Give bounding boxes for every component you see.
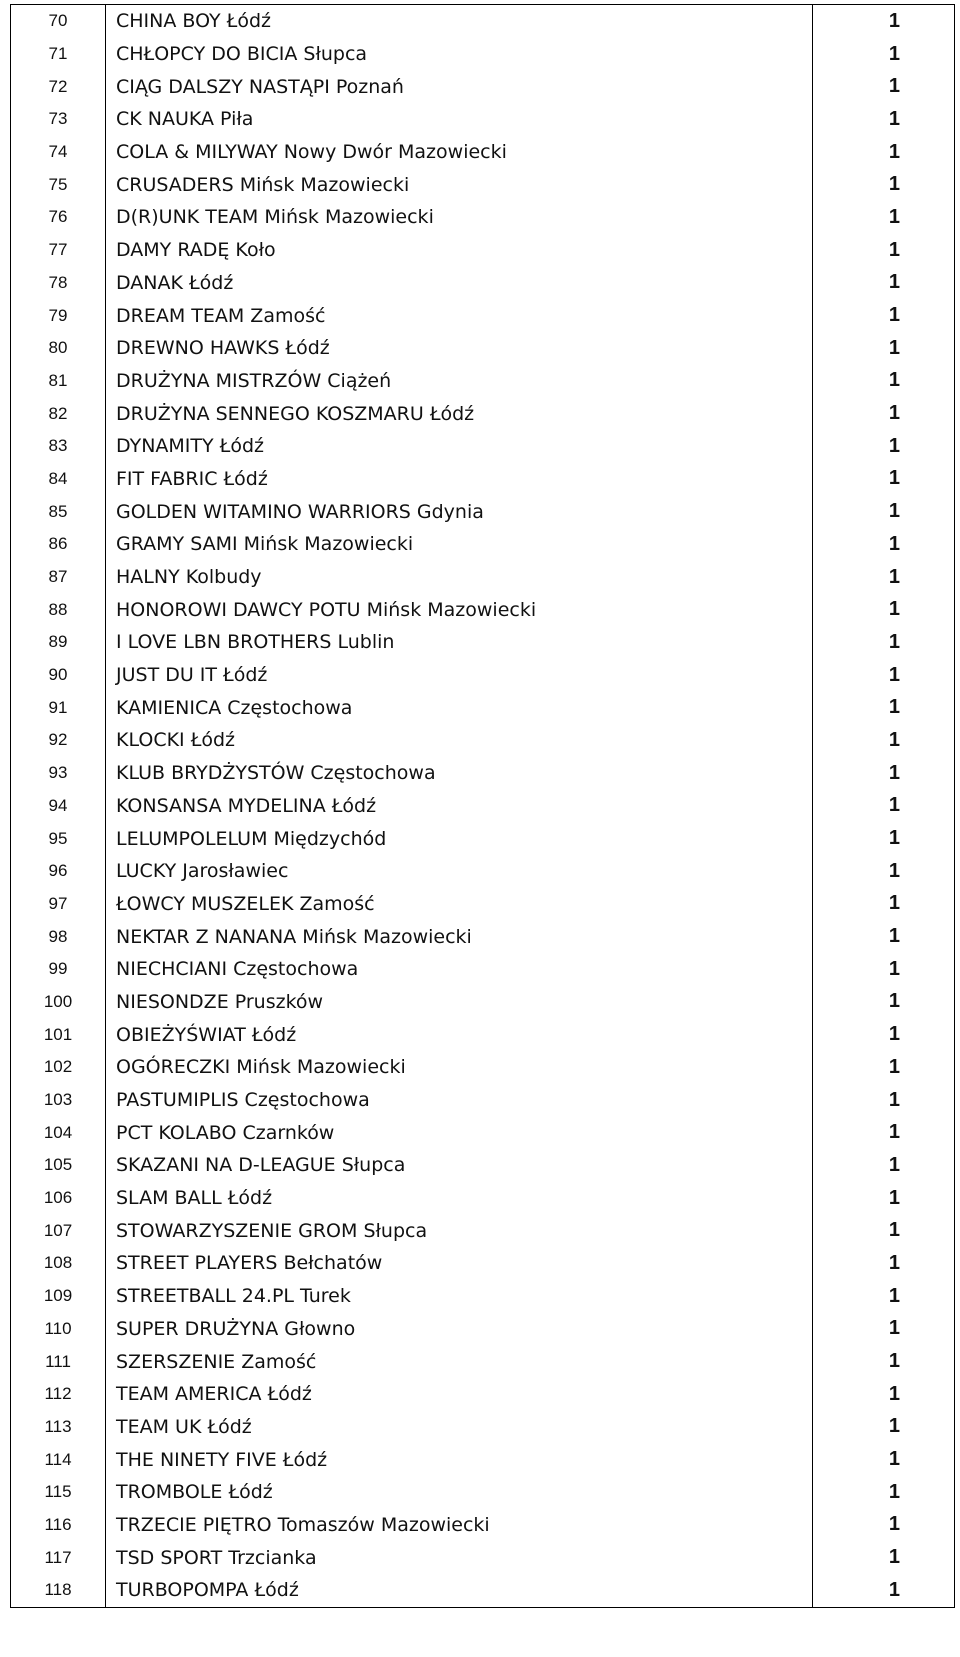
team-count: 1 [813, 1313, 955, 1346]
team-count: 1 [813, 1345, 955, 1378]
table-row [11, 103, 955, 136]
team-count: 1 [813, 234, 955, 267]
table-row [11, 365, 955, 398]
table-row [11, 1574, 955, 1607]
team-name: NIECHCIANI Częstochowa [106, 953, 813, 986]
team-name: FIT FABRIC Łódź [106, 463, 813, 496]
table-row [11, 986, 955, 1019]
table-row [11, 855, 955, 888]
row-number: 113 [11, 1411, 106, 1444]
team-name: KONSANSA MYDELINA Łódź [106, 790, 813, 823]
table-row [11, 1411, 955, 1444]
team-count: 1 [813, 1443, 955, 1476]
table-row [11, 234, 955, 267]
table-row [11, 1378, 955, 1411]
team-count: 1 [813, 1247, 955, 1280]
team-name: JUST DU IT Łódź [106, 659, 813, 692]
team-count: 1 [813, 1084, 955, 1117]
table-row [11, 1280, 955, 1313]
table-row [11, 1182, 955, 1215]
team-name: DANAK Łódź [106, 267, 813, 300]
team-name: KAMIENICA Częstochowa [106, 691, 813, 724]
team-count: 1 [813, 365, 955, 398]
team-count: 1 [813, 168, 955, 201]
row-number: 71 [11, 38, 106, 71]
team-name: STOWARZYSZENIE GROM Słupca [106, 1214, 813, 1247]
team-name: KLOCKI Łódź [106, 724, 813, 757]
row-number: 74 [11, 136, 106, 169]
table-row [11, 1051, 955, 1084]
table-row [11, 953, 955, 986]
team-count: 1 [813, 201, 955, 234]
team-count: 1 [813, 822, 955, 855]
team-count: 1 [813, 103, 955, 136]
team-name: TRZECIE PIĘTRO Tomaszów Mazowiecki [106, 1509, 813, 1542]
table-row [11, 1149, 955, 1182]
team-count: 1 [813, 430, 955, 463]
team-name: STREET PLAYERS Bełchatów [106, 1247, 813, 1280]
team-count: 1 [813, 332, 955, 365]
row-number: 75 [11, 168, 106, 201]
table-row [11, 1018, 955, 1051]
row-number: 96 [11, 855, 106, 888]
team-name: TROMBOLE Łódź [106, 1476, 813, 1509]
row-number: 101 [11, 1018, 106, 1051]
table-row [11, 528, 955, 561]
team-count: 1 [813, 659, 955, 692]
team-count: 1 [813, 1574, 955, 1607]
team-name: COLA & MILYWAY Nowy Dwór Mazowiecki [106, 136, 813, 169]
row-number: 92 [11, 724, 106, 757]
team-count: 1 [813, 463, 955, 496]
row-number: 102 [11, 1051, 106, 1084]
team-name: LELUMPOLELUM Międzychód [106, 822, 813, 855]
team-count: 1 [813, 1051, 955, 1084]
team-count: 1 [813, 1541, 955, 1574]
row-number: 117 [11, 1541, 106, 1574]
table-row [11, 201, 955, 234]
row-number: 103 [11, 1084, 106, 1117]
row-number: 118 [11, 1574, 106, 1607]
team-name: ŁOWCY MUSZELEK Zamość [106, 888, 813, 921]
team-count: 1 [813, 920, 955, 953]
table-row [11, 659, 955, 692]
table-row [11, 1443, 955, 1476]
row-number: 88 [11, 593, 106, 626]
row-number: 77 [11, 234, 106, 267]
table-row [11, 397, 955, 430]
team-name: SLAM BALL Łódź [106, 1182, 813, 1215]
team-name: CHINA BOY Łódź [106, 5, 813, 38]
row-number: 93 [11, 757, 106, 790]
team-name: KLUB BRYDŻYSTÓW Częstochowa [106, 757, 813, 790]
row-number: 76 [11, 201, 106, 234]
team-count: 1 [813, 1018, 955, 1051]
row-number: 114 [11, 1443, 106, 1476]
team-count: 1 [813, 561, 955, 594]
team-name: DREAM TEAM Zamość [106, 299, 813, 332]
team-count: 1 [813, 1476, 955, 1509]
team-name: CIĄG DALSZY NASTĄPI Poznań [106, 70, 813, 103]
table-row [11, 1476, 955, 1509]
row-number: 84 [11, 463, 106, 496]
table-row [11, 136, 955, 169]
row-number: 78 [11, 267, 106, 300]
table-row [11, 1247, 955, 1280]
team-count: 1 [813, 1280, 955, 1313]
row-number: 70 [11, 5, 106, 38]
table-row [11, 1116, 955, 1149]
team-count: 1 [813, 38, 955, 71]
table-row [11, 5, 955, 38]
team-name: THE NINETY FIVE Łódź [106, 1443, 813, 1476]
row-number: 94 [11, 790, 106, 823]
row-number: 82 [11, 397, 106, 430]
team-count: 1 [813, 855, 955, 888]
row-number: 90 [11, 659, 106, 692]
team-name: SKAZANI NA D-LEAGUE Słupca [106, 1149, 813, 1182]
team-count: 1 [813, 136, 955, 169]
team-name: DRUŻYNA MISTRZÓW Ciążeń [106, 365, 813, 398]
team-count: 1 [813, 1509, 955, 1542]
row-number: 110 [11, 1313, 106, 1346]
table-row [11, 626, 955, 659]
team-name: HONOROWI DAWCY POTU Mińsk Mazowiecki [106, 593, 813, 626]
team-count: 1 [813, 1214, 955, 1247]
team-name: DREWNO HAWKS Łódź [106, 332, 813, 365]
row-number: 104 [11, 1116, 106, 1149]
team-name: D(R)UNK TEAM Mińsk Mazowiecki [106, 201, 813, 234]
row-number: 89 [11, 626, 106, 659]
team-name: HALNY Kolbudy [106, 561, 813, 594]
team-list-body [11, 5, 955, 1608]
row-number: 107 [11, 1214, 106, 1247]
team-name: SUPER DRUŻYNA Głowno [106, 1313, 813, 1346]
team-name: TURBOPOMPA Łódź [106, 1574, 813, 1607]
team-name: PASTUMIPLIS Częstochowa [106, 1084, 813, 1117]
team-name: CRUSADERS Mińsk Mazowiecki [106, 168, 813, 201]
row-number: 109 [11, 1280, 106, 1313]
team-count: 1 [813, 626, 955, 659]
team-name: I LOVE LBN BROTHERS Lublin [106, 626, 813, 659]
team-name: DYNAMITY Łódź [106, 430, 813, 463]
team-name: CHŁOPCY DO BICIA Słupca [106, 38, 813, 71]
team-name: STREETBALL 24.PL Turek [106, 1280, 813, 1313]
table-row [11, 332, 955, 365]
team-count: 1 [813, 70, 955, 103]
table-row [11, 757, 955, 790]
row-number: 83 [11, 430, 106, 463]
team-count: 1 [813, 528, 955, 561]
row-number: 97 [11, 888, 106, 921]
team-name: NEKTAR Z NANANA Mińsk Mazowiecki [106, 920, 813, 953]
team-count: 1 [813, 757, 955, 790]
table-row [11, 70, 955, 103]
team-count: 1 [813, 1149, 955, 1182]
row-number: 106 [11, 1182, 106, 1215]
table-row [11, 561, 955, 594]
team-name: DRUŻYNA SENNEGO KOSZMARU Łódź [106, 397, 813, 430]
row-number: 86 [11, 528, 106, 561]
row-number: 73 [11, 103, 106, 136]
team-count: 1 [813, 267, 955, 300]
table-row [11, 593, 955, 626]
team-count: 1 [813, 1378, 955, 1411]
row-number: 95 [11, 822, 106, 855]
table-row [11, 724, 955, 757]
table-row [11, 463, 955, 496]
table-row [11, 1084, 955, 1117]
table-row [11, 888, 955, 921]
team-name: OBIEŻYŚWIAT Łódź [106, 1018, 813, 1051]
row-number: 99 [11, 953, 106, 986]
row-number: 98 [11, 920, 106, 953]
table-row [11, 267, 955, 300]
team-name: TSD SPORT Trzcianka [106, 1541, 813, 1574]
team-count: 1 [813, 397, 955, 430]
table-row [11, 1509, 955, 1542]
team-name: PCT KOLABO Czarnków [106, 1116, 813, 1149]
team-name: OGÓRECZKI Mińsk Mazowiecki [106, 1051, 813, 1084]
team-count: 1 [813, 1182, 955, 1215]
team-name: TEAM UK Łódź [106, 1411, 813, 1444]
team-name: DAMY RADĘ Koło [106, 234, 813, 267]
team-count: 1 [813, 724, 955, 757]
table-row [11, 495, 955, 528]
row-number: 87 [11, 561, 106, 594]
team-count: 1 [813, 299, 955, 332]
row-number: 112 [11, 1378, 106, 1411]
row-number: 115 [11, 1476, 106, 1509]
team-count: 1 [813, 5, 955, 38]
team-count: 1 [813, 986, 955, 1019]
table-row [11, 1313, 955, 1346]
team-name: SZERSZENIE Zamość [106, 1345, 813, 1378]
row-number: 81 [11, 365, 106, 398]
table-row [11, 920, 955, 953]
table-row [11, 790, 955, 823]
table-row [11, 691, 955, 724]
team-name: CK NAUKA Piła [106, 103, 813, 136]
row-number: 116 [11, 1509, 106, 1542]
row-number: 105 [11, 1149, 106, 1182]
table-row [11, 430, 955, 463]
row-number: 85 [11, 495, 106, 528]
row-number: 79 [11, 299, 106, 332]
table-row [11, 38, 955, 71]
team-count: 1 [813, 888, 955, 921]
table-row [11, 1345, 955, 1378]
table-row [11, 1541, 955, 1574]
table-row [11, 822, 955, 855]
row-number: 91 [11, 691, 106, 724]
row-number: 80 [11, 332, 106, 365]
team-count: 1 [813, 790, 955, 823]
team-count: 1 [813, 1411, 955, 1444]
team-name: GOLDEN WITAMINO WARRIORS Gdynia [106, 495, 813, 528]
table-row [11, 1214, 955, 1247]
row-number: 111 [11, 1345, 106, 1378]
team-name: NIESONDZE Pruszków [106, 986, 813, 1019]
table-row [11, 299, 955, 332]
team-count: 1 [813, 495, 955, 528]
table-row [11, 168, 955, 201]
team-list-table [10, 4, 955, 1608]
team-count: 1 [813, 953, 955, 986]
team-name: LUCKY Jarosławiec [106, 855, 813, 888]
team-count: 1 [813, 691, 955, 724]
row-number: 72 [11, 70, 106, 103]
row-number: 100 [11, 986, 106, 1019]
row-number: 108 [11, 1247, 106, 1280]
team-name: TEAM AMERICA Łódź [106, 1378, 813, 1411]
team-name: GRAMY SAMI Mińsk Mazowiecki [106, 528, 813, 561]
team-count: 1 [813, 593, 955, 626]
team-count: 1 [813, 1116, 955, 1149]
